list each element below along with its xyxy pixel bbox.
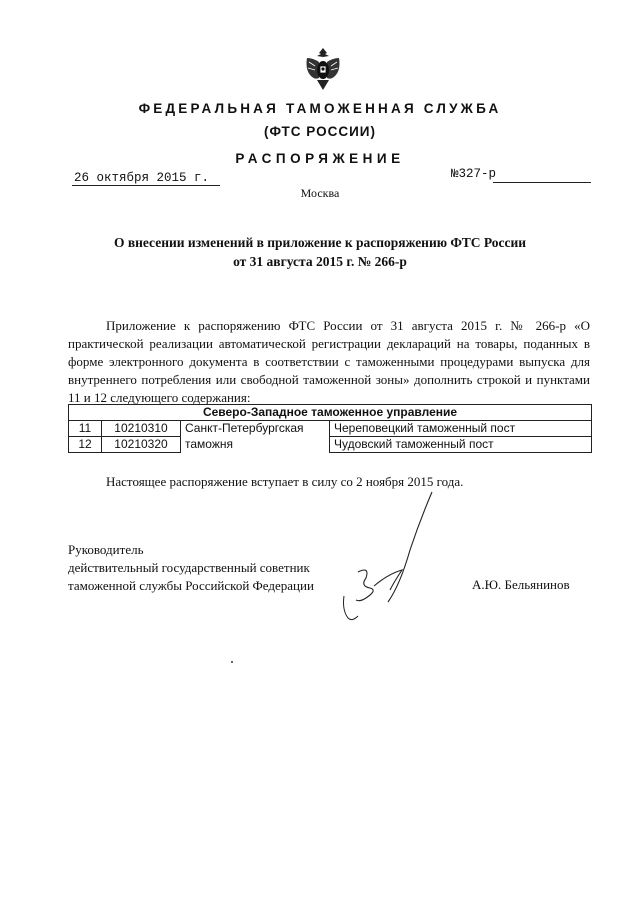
signer-block: [68, 541, 314, 595]
russian-coat-of-arms-icon: [303, 44, 343, 92]
document-date: 26 октября 2015 г.: [72, 171, 220, 186]
scan-speck: [231, 661, 233, 663]
customs-name: Санкт-Петербургская: [181, 421, 330, 437]
agency-short-title: (ФТС РОССИИ): [264, 124, 376, 139]
signer-title-3: таможенной службы Российской Федерации: [68, 578, 314, 593]
signer-title-1: Руководитель: [68, 542, 144, 557]
effective-date-statement: Настоящее распоряжение вступает в силу со 2 ноября 2015 года.: [106, 474, 464, 489]
row-number: 12: [69, 437, 102, 453]
subject-line-2: от 31 августа 2015 г. № 266-р: [233, 254, 407, 269]
customs-post: Чудовский таможенный пост: [330, 437, 592, 453]
subject-line-1: О внесении изменений в приложение к распоряжению ФТС России: [113, 235, 527, 250]
signer-title-2: действительный государственный советник: [68, 560, 310, 575]
table-header: Северо-Западное таможенное управление: [69, 405, 592, 421]
body-paragraph: Приложение к распоряжению ФТС России от 31 августа 2015 г. № 266-р «О практической реализации автоматической регистрации деклараций на товары, поданных в форме электронного документа в соответствии с таможенными процедурами выпуска для внутреннего потребления или свободной таможенной зоны» дополнить строкой и пунктами 11 и 12 следующего содержания:: [68, 318, 590, 405]
document-city: Москва: [300, 186, 340, 200]
agency-title: ФЕДЕРАЛЬНАЯ ТАМОЖЕННАЯ СЛУЖБА: [138, 101, 502, 116]
row-number: 11: [69, 421, 102, 437]
table-row: [69, 437, 592, 453]
table-header-row: [69, 405, 592, 421]
signer-name: А.Ю. Бельянинов: [472, 577, 570, 592]
customs-table: [68, 404, 592, 453]
handwritten-signature: [330, 490, 440, 630]
document-subject: [60, 233, 580, 271]
table-row: [69, 421, 592, 437]
customs-code: 10210310: [102, 421, 181, 437]
number-underline: [493, 182, 591, 183]
document-type: РАСПОРЯЖЕНИЕ: [235, 151, 405, 166]
customs-post: Череповецкий таможенный пост: [330, 421, 592, 437]
customs-name: таможня: [181, 437, 330, 453]
document-number: №327-р: [451, 167, 497, 181]
customs-code: 10210320: [102, 437, 181, 453]
